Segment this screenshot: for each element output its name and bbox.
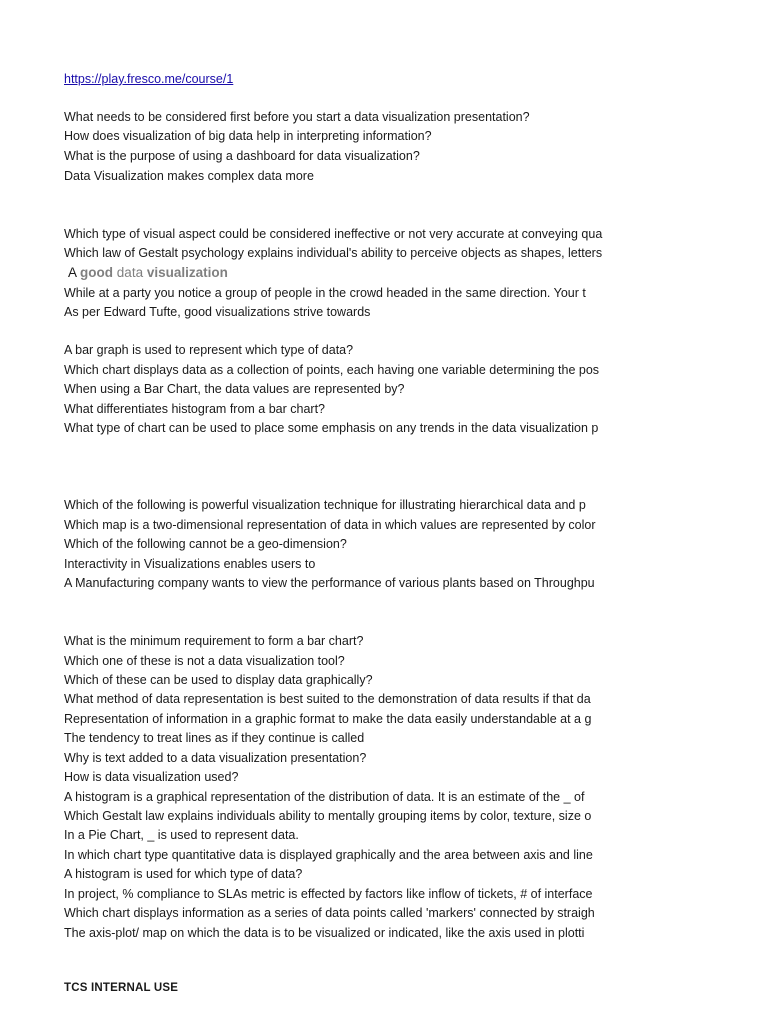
question-line: Which type of visual aspect could be considered ineffective or not very accurate at conveying qua bbox=[64, 227, 603, 241]
question-line: Which of the following cannot be a geo-dimension? bbox=[64, 537, 347, 551]
question-line: In a Pie Chart, _ is used to represent data. bbox=[64, 828, 299, 842]
question-line: What is the minimum requirement to form a bar chart? bbox=[64, 634, 364, 648]
question-line: As per Edward Tufte, good visualizations strive towards bbox=[64, 305, 371, 319]
question-line: A Manufacturing company wants to view the performance of various plants based on Throughpu bbox=[64, 576, 595, 590]
question-line: Data Visualization makes complex data more bbox=[64, 169, 314, 183]
question-line: Which one of these is not a data visualization tool? bbox=[64, 654, 345, 668]
question-line: A bar graph is used to represent which type of data? bbox=[64, 343, 354, 357]
question-line: Which chart displays information as a series of data points called 'markers' connected by straigh bbox=[64, 906, 595, 920]
question-line: What is the purpose of using a dashboard for data visualization? bbox=[64, 149, 420, 163]
question-line: The tendency to treat lines as if they continue is called bbox=[64, 731, 365, 745]
question-line: What method of data representation is best suited to the demonstration of data results if that da bbox=[64, 692, 591, 706]
styled-word-visualization: visualization bbox=[146, 265, 228, 280]
question-line: Which of the following is powerful visualization technique for illustrating hierarchical data and p bbox=[64, 498, 586, 512]
styled-word-a: A bbox=[68, 265, 77, 280]
question-line: Representation of information in a graphic format to make the data easily understandable at a g bbox=[64, 712, 592, 726]
question-line: In project, % compliance to SLAs metric is effected by factors like inflow of tickets, # of interface bbox=[64, 887, 593, 901]
course-link[interactable]: https://play.fresco.me/course/1 bbox=[64, 72, 234, 86]
question-line: How does visualization of big data help in interpreting information? bbox=[64, 129, 432, 143]
question-line: Why is text added to a data visualization presentation? bbox=[64, 751, 367, 765]
question-line: While at a party you notice a group of people in the crowd headed in the same direction. Your t bbox=[64, 286, 586, 300]
question-line: Interactivity in Visualizations enables users to bbox=[64, 557, 316, 571]
question-line: Which map is a two-dimensional representation of data in which values are represented by color bbox=[64, 518, 596, 532]
question-line: How is data visualization used? bbox=[64, 770, 239, 784]
question-line: What type of chart can be used to place some emphasis on any trends in the data visualization p bbox=[64, 421, 599, 435]
styled-word-data: data bbox=[116, 265, 144, 280]
question-line: Which Gestalt law explains individuals ability to mentally grouping items by color, texture, size o bbox=[64, 809, 592, 823]
question-line: Which of these can be used to display data graphically? bbox=[64, 673, 373, 687]
question-line: A histogram is a graphical representation of the distribution of data. It is an estimate of the _ of bbox=[64, 790, 585, 804]
question-line: Which law of Gestalt psychology explains individual's ability to perceive objects as shapes, letters bbox=[64, 246, 603, 260]
question-line: In which chart type quantitative data is displayed graphically and the area between axis and line bbox=[64, 848, 593, 862]
question-line: A histogram is used for which type of data? bbox=[64, 867, 303, 881]
footer-classification: TCS INTERNAL USE bbox=[64, 982, 179, 994]
question-line: When using a Bar Chart, the data values are represented by? bbox=[64, 382, 405, 396]
question-line: What differentiates histogram from a bar chart? bbox=[64, 402, 325, 416]
question-line: The axis-plot/ map on which the data is to be visualized or indicated, like the axis used in plotti bbox=[64, 926, 585, 940]
question-line: What needs to be considered first before you start a data visualization presentation? bbox=[64, 110, 530, 124]
question-line: Which chart displays data as a collection of points, each having one variable determining the pos bbox=[64, 363, 600, 377]
styled-line bbox=[68, 265, 610, 281]
styled-word-good: good bbox=[80, 265, 114, 280]
